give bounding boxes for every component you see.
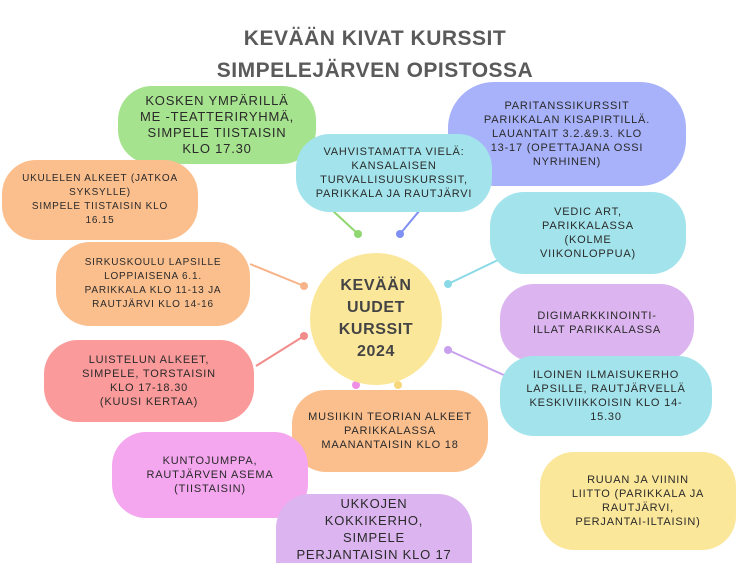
course-digimarkkinointi [500,284,694,362]
course-vedic-text: VEDIC ART, PARIKKALASSA (KOLME VIIKONLOPPUA) [540,206,636,260]
course-vedic [490,192,686,274]
course-teatteri [118,86,316,164]
course-turvallisuus-text: VAHVISTAMATTA VIELÄ: KANSALAISEN TURVALLISUUSKURSSIT, PARIKKALA JA RAUTJÄRVI [315,146,473,200]
course-kuntojumppa-text: KUNTOJUMPPA, RAUTJÄRVEN ASEMA (TIISTAISIN) [146,455,274,495]
course-kokkikerho [276,494,472,563]
connector-dot-teatteri [354,230,362,238]
title-line-1: KEVÄÄN KIVAT KURSSIT [243,27,507,50]
center-hub-text: KEVÄÄN UUDET KURSSIT 2024 [338,277,414,360]
connector-teatteri [332,210,358,234]
course-turvallisuus [296,134,492,212]
course-musiikki [292,390,488,472]
course-teatteri-text: KOSKEN YMPÄRILLÄ ME -TEATTERIRYHMÄ, SIMPELE TIISTAISIN KLO 17.30 [139,93,295,156]
course-luistelu [44,340,254,422]
connector-dot-vedic [444,280,452,288]
course-ruoka [540,452,736,550]
course-musiikki-text: MUSIIKIN TEORIAN ALKEET PARIKKALASSA MAANANTAISIN KLO 18 [308,411,472,451]
course-sirkus [56,242,250,326]
connector-vedic [448,260,498,284]
course-ukulele-text: UKULELEN ALKEET (JATKOA SYKSYLLE) SIMPELE TIISTAISIN KLO 16.15 [22,173,178,226]
course-ilmaisukerho-text: ILOINEN ILMAISUKERHO LAPSILLE, RAUTJÄRVELLÄ KESKIVIIKKOISIN KLO 14-15.30 [526,369,686,423]
course-ukulele [2,160,198,240]
course-paritanssi-text: PARITANSSIKURSSIT PARIKKALAN KISAPIRTILLÄ. LAUANTAIT 3.2.&9.3. KLO 13-17 (OPETTAJANA OSSI NYRHINEN) [483,100,651,168]
course-kuntojumppa [112,432,308,518]
connector-ilmaisukerho [448,350,506,376]
course-sirkus-text: SIRKUSKOULU LAPSILLE LOPPIAISENA 6.1. PARIKKALA KLO 11-13 JA RAUTJÄRVI KLO 14-16 [84,257,222,310]
connector-dot-luistelu [300,332,308,340]
course-luistelu-text: LUISTELUN ALKEET, SIMPELE, TORSTAISIN KLO 17-18.30 (KUUSI KERTAA) [82,354,216,408]
title-line-2: SIMPELEJÄRVEN OPISTOSSA [216,59,534,82]
course-kokkikerho-text: UKKOJEN KOKKIKERHO, SIMPELE PERJANTAISIN KLO 17 [296,495,452,562]
connector-dot-paritanssi [396,230,404,238]
course-digimarkkinointi-text: DIGIMARKKINOINTI- ILLAT PARIKKALASSA [532,310,662,336]
connector-dot-ilmaisukerho [444,346,452,354]
connector-luistelu [256,336,304,366]
course-ruoka-text: RUUAN JA VIININ LIITTO (PARIKKALA JA RAUTJÄRVI, PERJANTAI-ILTAISIN) [571,474,705,528]
connector-paritanssi [400,210,420,234]
center-hub [310,253,442,385]
course-ilmaisukerho [500,356,712,436]
connector-sirkus [250,264,304,286]
connector-dot-musiikki [394,381,402,389]
connector-dot-sirkus [300,282,308,290]
